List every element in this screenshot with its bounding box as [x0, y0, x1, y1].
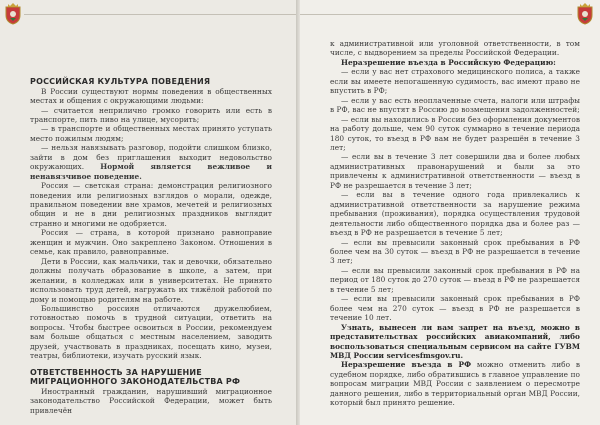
list-item: — если вы превысили законный срок пребывания в РФ на период от 180 суток до 270 суток — въезд в РФ не разрешается в течение 5 лет;	[330, 265, 580, 294]
right-column	[330, 39, 580, 408]
list-item: — если вы в течение 3 лет совершили два и более любых административных правонарушений и были за это привлечены к административной ответственности — въезд в РФ не разрешается в течение 3 лет;	[330, 152, 580, 190]
list-item: — если вы превысили законный срок пребывания в РФ более чем на 30 суток — въезд в РФ не разрешается в течение 3 лет;	[330, 237, 580, 266]
subheading: Неразрешение въезда в Российскую Федерацию:	[341, 57, 556, 67]
list-item: — в транспорте и общественных местах принято уступать место пожилым людям;	[30, 124, 272, 143]
section-title-behaviour: РОССИЙСКАЯ КУЛЬТУРА ПОВЕДЕНИЯ	[30, 77, 211, 86]
paragraph: к административной или уголовной ответственности, в том числе, с выдворением за пределы Российской Федерации.	[330, 39, 580, 58]
spacer	[30, 361, 272, 368]
left-page	[0, 0, 298, 425]
header-rule	[300, 14, 572, 15]
notice-paragraph: Узнать, вынесен ли вам запрет на въезд, можно в представительствах российских авиакомпаний, либо воспользоваться специальным сервисом на сайте ГУВМ МВД России servicesfmsgov.ru.	[330, 322, 580, 360]
subheading-inline: Неразрешение въезда в РФ	[341, 360, 472, 370]
list-item: — если у вас есть неоплаченные счета, налоги или штрафы в РФ, вас не впустят в Россию до возмещения задолженностей;	[330, 95, 580, 115]
coat-of-arms-icon	[4, 3, 22, 25]
paragraph: В России существуют нормы поведения в общественных местах и общения с окружающими людьми:	[30, 86, 272, 106]
section-title-responsibility-2: МИГРАЦИОННОГО ЗАКОНОДАТЕЛЬСТВА РФ	[30, 377, 241, 387]
coat-of-arms-icon	[576, 3, 594, 25]
paragraph: Россия — страна, в которой признано равноправие женщин и мужчин. Оно закреплено Законом. Отношения в семье, как правило, равноправные.	[30, 228, 272, 257]
header-rule	[24, 14, 298, 15]
paragraph: Дети в России, как мальчики, так и девочки, обязательно должны получать образование в школе, а затем, при желании, в колледжах или в университетах. Не принято использовать труд детей, нагружать их тяжёлой работой по дому и помощью родителям на работе.	[30, 256, 272, 304]
paragraph: Россия — светская страна: демонстрация религиозного поведения или религиозных взглядов о морали, одежде, правильном поведении вне храмов, мечетей и религиозных общин и не в дни религиозных праздников выглядит странно и многими не одобряется.	[30, 181, 272, 228]
paragraph	[330, 360, 580, 407]
list-item-text: — нельзя навязывать разговор, подойти слишком близко, зайти в дом без приглашения выходит недовольство окружающих.	[30, 143, 272, 172]
paragraph: Иностранный гражданин, нарушивший миграционное законодательство Российской Федерации, может быть привлечён	[30, 386, 272, 415]
list-item: — если у вас нет страхового медицинского полиса, а также если вы имеете непогашенную судимость, вас имеют право не впустить в РФ;	[330, 67, 580, 96]
paragraph-text: можно отменить либо в судебном порядке, либо обратившись в главное управление по вопросам миграции МВД России с заявлением о пересмотре данного решения, либо в территориальный орган МВД России, который был принято решение.	[330, 360, 580, 408]
list-item: — если вы превысили законный срок пребывания в РФ более чем на 270 суток — въезд в РФ не разрешается в течение 10 лет.	[330, 294, 580, 323]
list-item: — считается неприлично громко говорить или есть в транспорте, пить пиво на улице, мусорить;	[30, 105, 272, 124]
list-item	[30, 143, 272, 181]
right-page	[300, 0, 600, 425]
list-item: — если вы в течение одного года привлекались к административной ответственности за нарушение режима пребывания (проживания), порядка осуществления трудовой деятельности либо общественного порядка два и более раз — въезд в РФ не разрешается в течение 5 лет;	[330, 190, 580, 238]
list-item: — если вы находились в России без оформления документов на работу дольше, чем 90 суток суммарно в течение периода 180 суток, то въезд в РФ вам не будет разрешён в течение 3 лет;	[330, 114, 580, 152]
emphasis-text: Нормой является вежливое и ненавязчивое поведение.	[30, 162, 272, 181]
section-title-responsibility: ОТВЕТСТВЕННОСТЬ ЗА НАРУШЕНИЕ	[30, 367, 202, 377]
paragraph: Большинство россиян отличаются дружелюбием, готовностью помочь в трудной ситуации, ответить на вопросы. Чтобы быстрее освоиться в России, рекомендуем вам больше общаться с местным населением, заводить друзей, участвовать в праздниках, посещать кино, музеи, театры, библиотеки, изучать русский язык.	[30, 304, 272, 361]
left-column	[30, 77, 272, 415]
